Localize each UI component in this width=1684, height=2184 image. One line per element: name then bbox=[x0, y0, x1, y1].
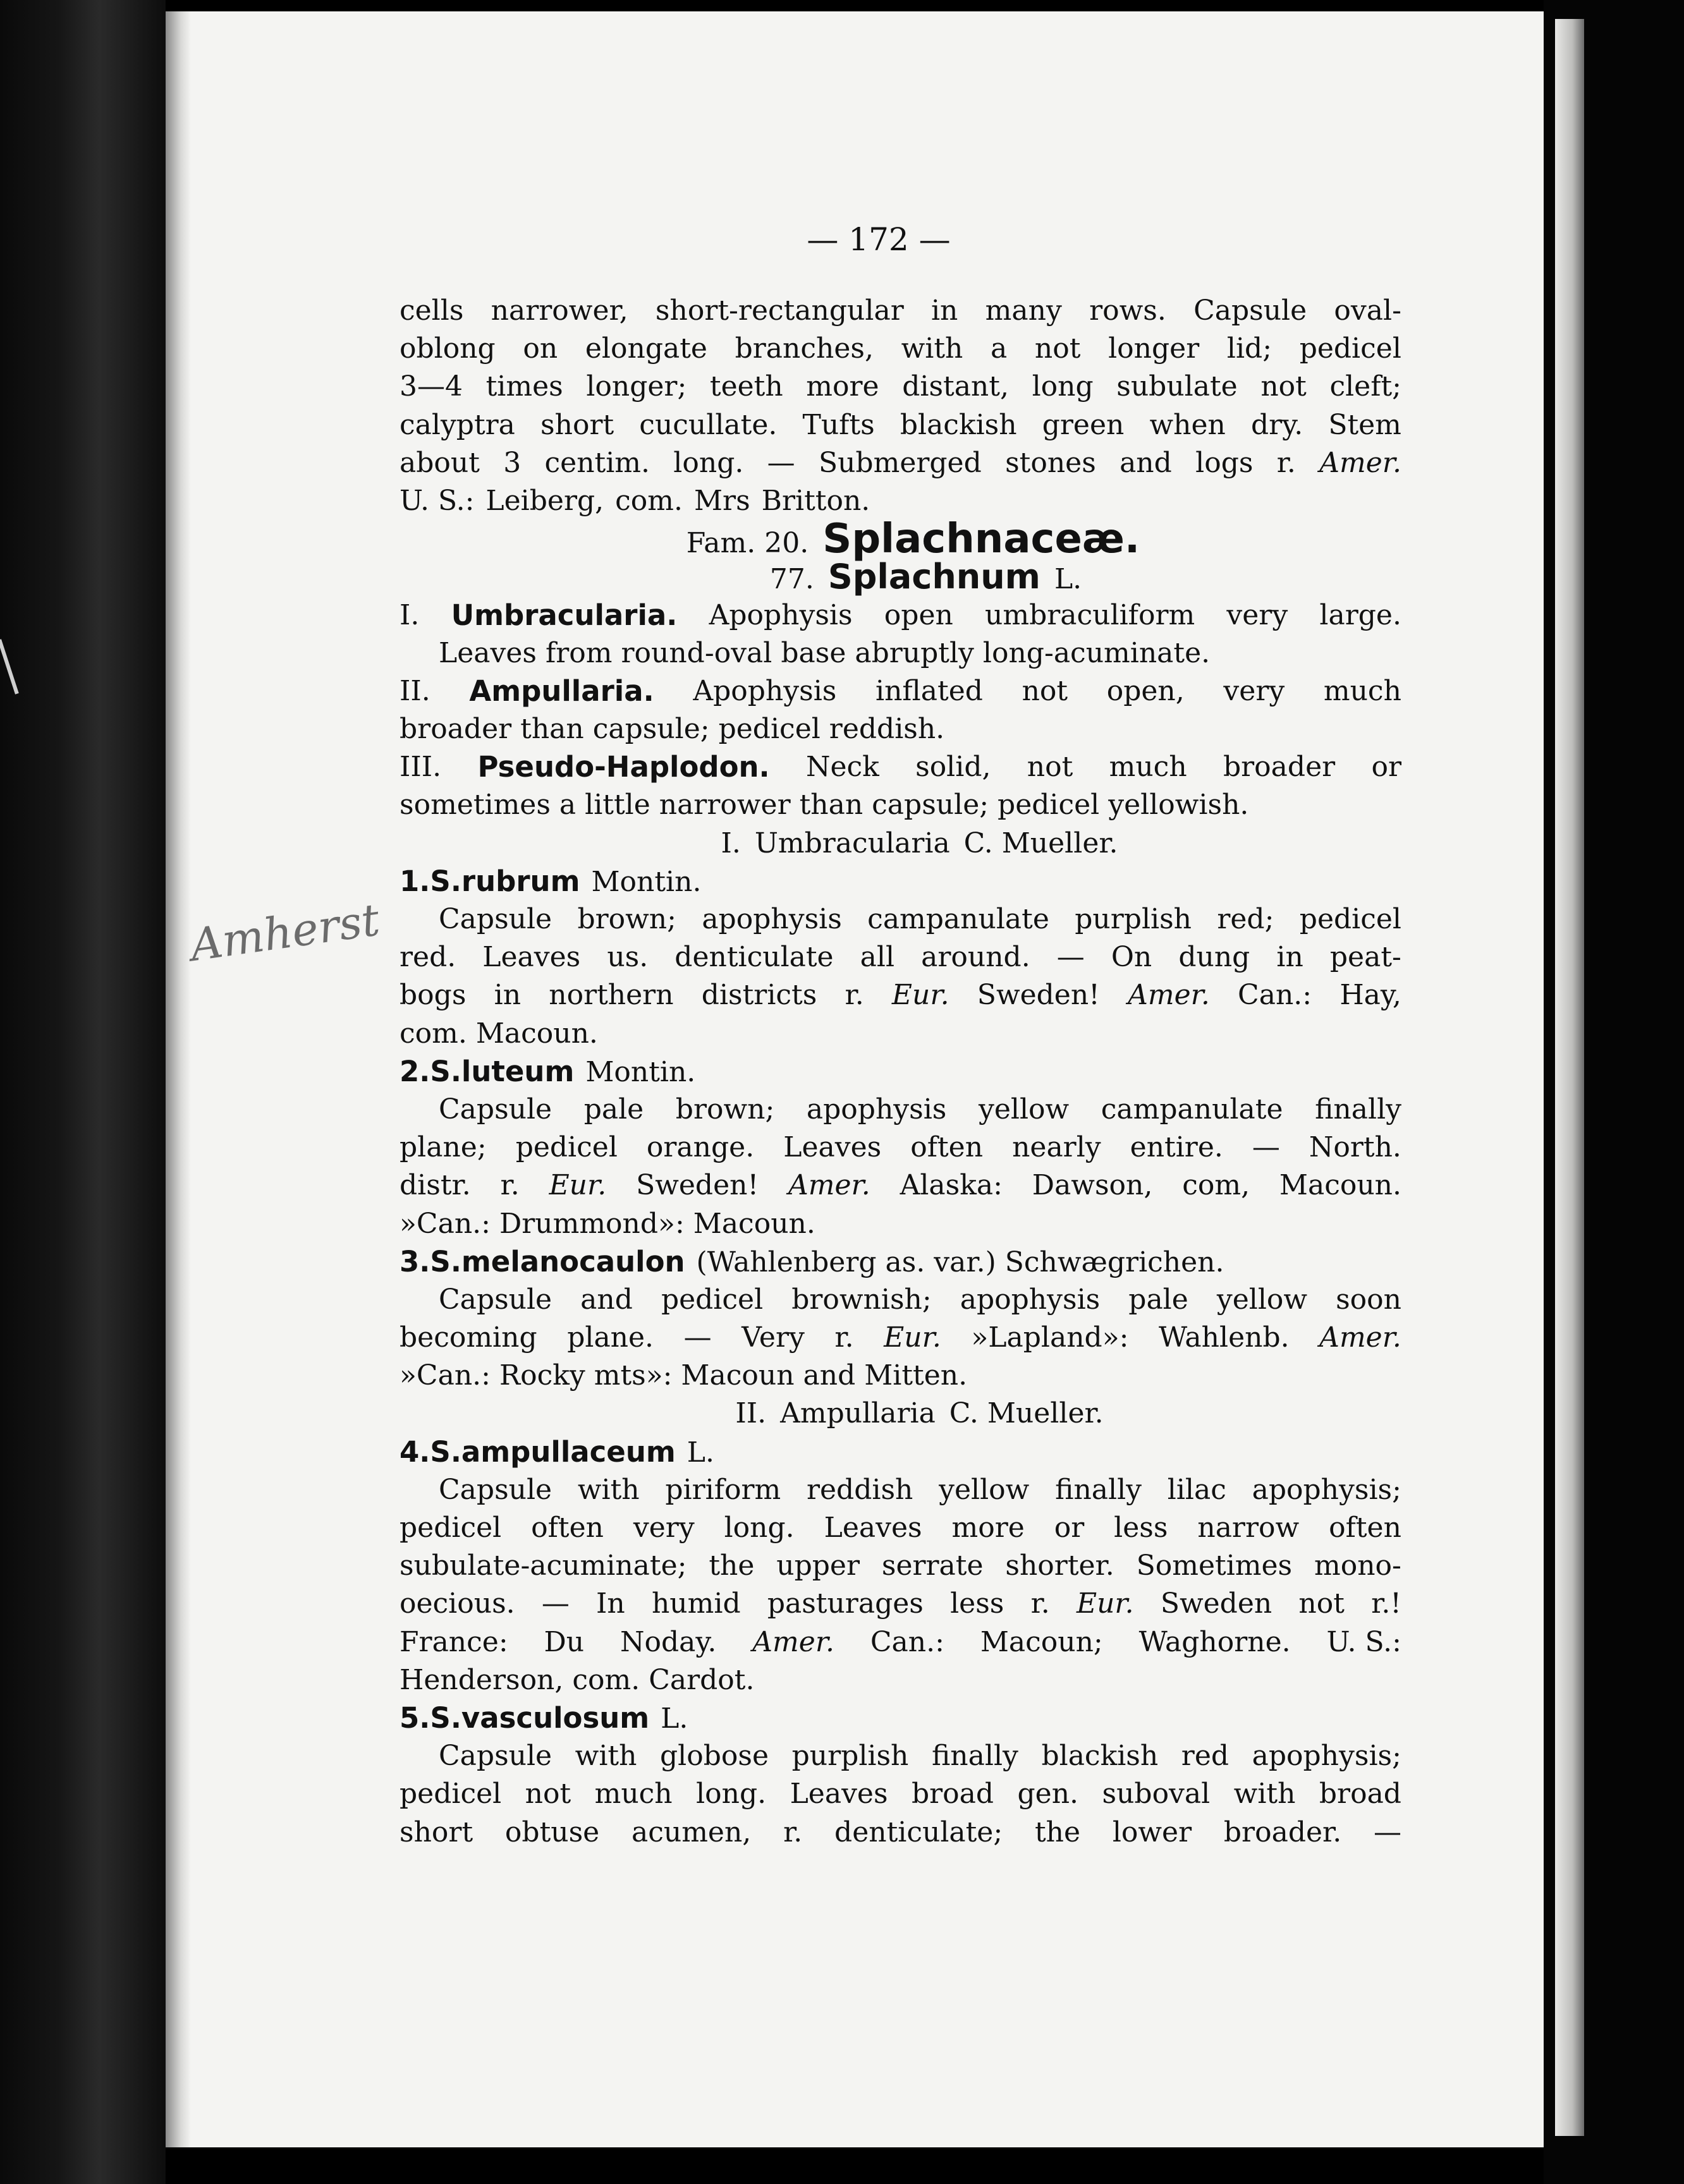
word: pedicel bbox=[1299, 903, 1401, 935]
word: apophysis bbox=[960, 1283, 1101, 1316]
word: more bbox=[951, 1512, 1025, 1544]
word: short-rectangular bbox=[655, 294, 904, 327]
section-number: II. bbox=[400, 674, 430, 707]
word: northern bbox=[549, 979, 674, 1012]
word: many bbox=[985, 294, 1062, 327]
word: finally bbox=[1315, 1093, 1401, 1125]
word: brown; bbox=[577, 903, 676, 935]
word: red; bbox=[1217, 903, 1274, 935]
text-line bbox=[400, 406, 1401, 444]
text-line bbox=[400, 1623, 1401, 1661]
word: obtuse bbox=[504, 1816, 600, 1848]
word: cleft; bbox=[1329, 370, 1401, 403]
word: pale bbox=[583, 1093, 644, 1125]
word: not bbox=[525, 1778, 571, 1811]
text-fragment: »Can.: Rocky mts»: Macoun and Mitten. bbox=[400, 1359, 968, 1392]
genus-name: Splachnum bbox=[827, 557, 1040, 597]
word: large. bbox=[1319, 598, 1401, 631]
species-heading bbox=[400, 1433, 1401, 1471]
word: entire. bbox=[1130, 1131, 1223, 1164]
text-line bbox=[400, 1509, 1401, 1547]
word: purplish bbox=[1075, 903, 1192, 935]
word: Macoun; bbox=[980, 1625, 1103, 1658]
word: campanulate bbox=[867, 903, 1049, 935]
section-umbracularia bbox=[400, 597, 1401, 634]
word: not bbox=[1260, 370, 1307, 403]
word: Sometimes bbox=[1136, 1550, 1293, 1582]
text-line bbox=[400, 1129, 1401, 1167]
word: Very bbox=[741, 1321, 805, 1354]
word: not bbox=[1034, 332, 1081, 365]
word: around. bbox=[921, 941, 1030, 974]
word: when bbox=[1149, 408, 1226, 441]
word: suboval bbox=[1102, 1778, 1211, 1811]
word: r. bbox=[1276, 446, 1296, 479]
word: not bbox=[1022, 674, 1068, 707]
word: Sweden! bbox=[636, 1169, 759, 1202]
text-line bbox=[400, 1281, 1401, 1319]
word: denticulate; bbox=[834, 1816, 1003, 1848]
word: r. bbox=[845, 979, 864, 1012]
section-name: Umbracularia. bbox=[451, 598, 678, 632]
word: blackish bbox=[1041, 1740, 1159, 1773]
word: Leiberg, bbox=[485, 484, 604, 517]
word: — bbox=[767, 446, 795, 479]
word: Mrs bbox=[693, 484, 750, 517]
word: brown; bbox=[675, 1093, 775, 1125]
word: distant, bbox=[902, 370, 1009, 403]
word: with bbox=[575, 1740, 637, 1773]
word: Capsule bbox=[1193, 294, 1307, 327]
word: Tufts bbox=[802, 408, 875, 441]
word: the bbox=[709, 1550, 755, 1582]
species-author: Montin. bbox=[591, 865, 702, 898]
subsection-author: C. Mueller. bbox=[963, 827, 1118, 859]
word: solid, bbox=[915, 751, 991, 784]
word: — bbox=[683, 1321, 712, 1354]
word: shorter. bbox=[1005, 1550, 1114, 1582]
word: soon bbox=[1336, 1283, 1401, 1316]
species-heading bbox=[400, 863, 1401, 901]
word: or bbox=[1371, 751, 1401, 784]
section-ampullaria bbox=[400, 672, 1401, 710]
word: dry. bbox=[1250, 408, 1303, 441]
text-line bbox=[400, 634, 1401, 672]
word: more bbox=[806, 370, 879, 403]
word: red. bbox=[400, 941, 456, 974]
word: com, bbox=[1182, 1169, 1250, 1202]
word: gen. bbox=[1017, 1778, 1079, 1811]
word: Eur. bbox=[884, 1321, 941, 1354]
word: yellow bbox=[978, 1093, 1070, 1125]
word: or bbox=[1054, 1512, 1085, 1544]
word: Amer. bbox=[788, 1169, 870, 1202]
genus-label: 77. bbox=[769, 563, 814, 596]
section-pseudo-haplodon bbox=[400, 748, 1401, 786]
word: Capsule bbox=[439, 1740, 552, 1773]
word: short bbox=[400, 1816, 473, 1848]
word: very bbox=[633, 1512, 695, 1544]
word: long bbox=[1032, 370, 1094, 403]
word: not bbox=[1298, 1587, 1345, 1620]
species-name: 2.S.luteum bbox=[400, 1054, 575, 1088]
species-name: 4.S.ampullaceum bbox=[400, 1435, 676, 1469]
word: bogs bbox=[400, 979, 467, 1012]
word: Capsule bbox=[439, 1093, 552, 1125]
word: green bbox=[1042, 408, 1125, 441]
word: often bbox=[531, 1512, 604, 1544]
word: Can.: bbox=[870, 1625, 944, 1658]
species-heading bbox=[400, 1243, 1401, 1281]
text-line bbox=[400, 1547, 1401, 1585]
word: upper bbox=[776, 1550, 860, 1582]
word: longer; bbox=[586, 370, 687, 403]
word: U. S.: bbox=[1326, 1625, 1401, 1658]
word: broader bbox=[1223, 751, 1336, 784]
text-line bbox=[400, 444, 1401, 482]
word: pale bbox=[1128, 1283, 1188, 1316]
word: Leaves bbox=[790, 1778, 888, 1811]
word: much bbox=[1109, 751, 1187, 784]
word: Apophysis bbox=[693, 674, 837, 707]
word: about bbox=[400, 446, 480, 479]
word: long. bbox=[724, 1512, 795, 1544]
species-author: L. bbox=[661, 1702, 688, 1735]
word: purplish bbox=[791, 1740, 909, 1773]
word: Sweden bbox=[1160, 1587, 1272, 1620]
species-name: 5.S.vasculosum bbox=[400, 1701, 650, 1735]
text-line bbox=[400, 1737, 1401, 1775]
word: apophysis; bbox=[1252, 1740, 1401, 1773]
word: often bbox=[910, 1131, 984, 1164]
word: less bbox=[1114, 1512, 1168, 1544]
word: plane; bbox=[400, 1131, 487, 1164]
genus-author: L. bbox=[1054, 563, 1082, 596]
word: r. bbox=[1030, 1587, 1050, 1620]
word: Amer. bbox=[1128, 979, 1210, 1012]
word: with bbox=[1233, 1778, 1296, 1811]
word: Britton. bbox=[761, 484, 870, 517]
word: much bbox=[1323, 674, 1401, 707]
word: narrow bbox=[1197, 1512, 1300, 1544]
word: »Lapland»: bbox=[971, 1321, 1129, 1354]
text-line bbox=[400, 1471, 1401, 1509]
word: On bbox=[1111, 941, 1152, 974]
word: Leaves bbox=[824, 1512, 922, 1544]
text-line bbox=[400, 1015, 1401, 1053]
word: Noday. bbox=[620, 1625, 717, 1658]
word: pasturages bbox=[767, 1587, 924, 1620]
word: com. bbox=[615, 484, 683, 517]
word: — bbox=[1252, 1131, 1280, 1164]
word: yellow bbox=[939, 1473, 1030, 1506]
word: cells bbox=[400, 294, 464, 327]
text-fragment: »Can.: Drummond»: Macoun. bbox=[400, 1207, 815, 1240]
word: r. bbox=[834, 1321, 854, 1354]
word: nearly bbox=[1012, 1131, 1101, 1164]
word: Leaves bbox=[482, 941, 581, 974]
word: Apophysis bbox=[709, 598, 853, 631]
word: times bbox=[485, 370, 563, 403]
word: in bbox=[1276, 941, 1303, 974]
word: Eur. bbox=[891, 979, 949, 1012]
word: long. bbox=[673, 446, 744, 479]
word: Dawson, bbox=[1032, 1169, 1153, 1202]
word: Neck bbox=[805, 751, 879, 784]
word: campanulate bbox=[1101, 1093, 1283, 1125]
word: U. S.: bbox=[400, 484, 475, 517]
subsection-author: C. Mueller. bbox=[949, 1397, 1104, 1430]
word: humid bbox=[651, 1587, 741, 1620]
word: r. bbox=[783, 1816, 803, 1848]
word: rows. bbox=[1089, 294, 1166, 327]
word: piriform bbox=[665, 1473, 781, 1506]
text-line bbox=[400, 1775, 1401, 1813]
word: serrate bbox=[881, 1550, 984, 1582]
section-number: I. bbox=[400, 598, 420, 631]
species-heading bbox=[400, 1053, 1401, 1091]
word: Wahlenb. bbox=[1159, 1321, 1290, 1354]
text-line bbox=[400, 938, 1401, 976]
word: narrower, bbox=[491, 294, 628, 327]
text-line bbox=[400, 1661, 1401, 1699]
word: Amer. bbox=[1319, 446, 1401, 479]
word: pedicel bbox=[400, 1778, 502, 1811]
word: Submerged bbox=[818, 446, 982, 479]
word: blackish bbox=[900, 408, 1017, 441]
species-name: 1.S.rubrum bbox=[400, 864, 580, 898]
subsection-name: Umbracularia bbox=[754, 827, 950, 859]
text-line bbox=[400, 901, 1401, 938]
word: finally bbox=[931, 1740, 1018, 1773]
word: finally bbox=[1055, 1473, 1142, 1506]
text-line bbox=[400, 710, 1401, 748]
word: lower bbox=[1112, 1816, 1192, 1848]
word: red bbox=[1181, 1740, 1229, 1773]
section-number: III. bbox=[400, 751, 442, 784]
word: 3—4 bbox=[400, 370, 463, 403]
word: subulate bbox=[1116, 370, 1238, 403]
word: on bbox=[523, 332, 558, 365]
word: r.! bbox=[1371, 1587, 1401, 1620]
text-line bbox=[400, 1585, 1401, 1623]
subsection-heading bbox=[400, 1395, 1401, 1433]
text-line bbox=[400, 786, 1401, 824]
word: yellow bbox=[1216, 1283, 1308, 1316]
word: Eur. bbox=[549, 1169, 607, 1202]
word: oval- bbox=[1334, 294, 1401, 327]
page-number: — 172 — bbox=[807, 221, 951, 258]
word: Leaves bbox=[783, 1131, 882, 1164]
text-line bbox=[400, 330, 1401, 368]
word: the bbox=[1034, 1816, 1081, 1848]
word: plane. bbox=[567, 1321, 654, 1354]
word: In bbox=[596, 1587, 625, 1620]
word: North. bbox=[1309, 1131, 1401, 1164]
word: umbraculiform bbox=[985, 598, 1195, 631]
word: broad bbox=[911, 1778, 994, 1811]
word: reddish bbox=[806, 1473, 913, 1506]
word: France: bbox=[400, 1625, 508, 1658]
species-author: Montin. bbox=[585, 1055, 696, 1088]
word: oecious. bbox=[400, 1587, 515, 1620]
word: very bbox=[1226, 598, 1288, 631]
word: open bbox=[884, 598, 953, 631]
word: distr. bbox=[400, 1169, 471, 1202]
word: lilac bbox=[1167, 1473, 1226, 1506]
word: lid; bbox=[1226, 332, 1272, 365]
book-binding bbox=[0, 0, 166, 2184]
word: apophysis bbox=[806, 1093, 947, 1125]
word: often bbox=[1329, 1512, 1401, 1544]
word: pedicel bbox=[1299, 332, 1401, 365]
word: oblong bbox=[400, 332, 496, 365]
handwritten-margin-note: Amherst bbox=[186, 894, 383, 972]
word: a bbox=[991, 332, 1008, 365]
word: orange. bbox=[646, 1131, 755, 1164]
word: Capsule bbox=[439, 1283, 552, 1316]
word: — bbox=[1056, 941, 1085, 974]
word: Du bbox=[544, 1625, 585, 1658]
text-fragment: com. Macoun. bbox=[400, 1017, 598, 1050]
section-description: Leaves from round-oval base abruptly long-acuminate. bbox=[439, 636, 1211, 669]
word: denticulate bbox=[674, 941, 834, 974]
word: Amer. bbox=[752, 1625, 835, 1658]
word: with bbox=[901, 332, 963, 365]
word: and bbox=[580, 1283, 633, 1316]
text-line bbox=[400, 1814, 1401, 1852]
text-line bbox=[400, 292, 1401, 330]
word: brownish; bbox=[791, 1283, 932, 1316]
word: open, bbox=[1106, 674, 1185, 707]
word: pedicel bbox=[661, 1283, 764, 1316]
word: Waghorne. bbox=[1138, 1625, 1291, 1658]
text-line bbox=[400, 482, 1401, 520]
word: Eur. bbox=[1076, 1587, 1134, 1620]
word: longer bbox=[1108, 332, 1200, 365]
word: broad bbox=[1319, 1778, 1401, 1811]
word: subulate-acuminate; bbox=[400, 1550, 687, 1582]
next-page-edge bbox=[1555, 19, 1584, 2136]
species-name: 3.S.melanocaulon bbox=[400, 1244, 685, 1278]
word: long. bbox=[696, 1778, 767, 1811]
word: all bbox=[860, 941, 895, 974]
word: Alaska: bbox=[900, 1169, 1003, 1202]
word: dung bbox=[1178, 941, 1250, 974]
word: and bbox=[1120, 446, 1172, 479]
word: peat- bbox=[1329, 941, 1401, 974]
text-line bbox=[400, 1091, 1401, 1129]
word: pedicel bbox=[515, 1131, 618, 1164]
species-author: (Wahlenberg as. var.) Schwægrichen. bbox=[696, 1246, 1224, 1278]
word: not bbox=[1027, 751, 1073, 784]
text-line bbox=[400, 1167, 1401, 1204]
word: very bbox=[1223, 674, 1285, 707]
page-gutter-shadow bbox=[166, 11, 191, 2147]
text-line bbox=[400, 1319, 1401, 1357]
word: inflated bbox=[876, 674, 983, 707]
word: in bbox=[494, 979, 522, 1012]
word: Sweden! bbox=[977, 979, 1100, 1012]
word: — bbox=[1373, 1816, 1401, 1848]
word: 3 bbox=[503, 446, 522, 479]
word: Capsule bbox=[439, 1473, 552, 1506]
word: Hay, bbox=[1339, 979, 1401, 1012]
subsection-number: I. bbox=[721, 827, 741, 859]
word: globose bbox=[660, 1740, 769, 1773]
word: r. bbox=[500, 1169, 520, 1202]
word: short bbox=[540, 408, 614, 441]
page-text bbox=[400, 292, 1401, 1852]
subsection-name: Ampullaria bbox=[780, 1397, 936, 1430]
word: much bbox=[594, 1778, 673, 1811]
family-name: Splachnaceæ. bbox=[822, 516, 1140, 563]
word: us. bbox=[607, 941, 649, 974]
section-description: broader than capsule; pedicel reddish. bbox=[400, 713, 945, 746]
word: becoming bbox=[400, 1321, 537, 1354]
text-line bbox=[400, 1357, 1401, 1395]
word: Stem bbox=[1328, 408, 1401, 441]
word: apophysis; bbox=[1252, 1473, 1401, 1506]
word: districts bbox=[701, 979, 817, 1012]
species-heading bbox=[400, 1699, 1401, 1737]
word: — bbox=[541, 1587, 570, 1620]
word: apophysis bbox=[702, 903, 842, 935]
section-description: sometimes a little narrower than capsule; pedicel yellowish. bbox=[400, 789, 1249, 822]
word: centim. bbox=[544, 446, 650, 479]
family-heading bbox=[400, 516, 1401, 563]
family-label: Fam. 20. bbox=[686, 527, 809, 560]
species-author: L. bbox=[686, 1436, 714, 1469]
word: logs bbox=[1195, 446, 1254, 479]
section-name: Pseudo-Haplodon. bbox=[477, 750, 770, 784]
word: branches, bbox=[735, 332, 874, 365]
word: in bbox=[930, 294, 958, 327]
word: Capsule bbox=[439, 903, 552, 935]
word: cucullate. bbox=[639, 408, 778, 441]
word: stones bbox=[1005, 446, 1096, 479]
text-fragment: Henderson, com. Cardot. bbox=[400, 1663, 755, 1696]
text-line bbox=[400, 368, 1401, 406]
word: teeth bbox=[709, 370, 783, 403]
word: acumen, bbox=[631, 1816, 752, 1848]
word: elongate bbox=[585, 332, 707, 365]
word: pedicel bbox=[400, 1512, 502, 1544]
word: less bbox=[950, 1587, 1004, 1620]
word: Macoun. bbox=[1279, 1169, 1401, 1202]
section-name: Ampullaria. bbox=[469, 674, 654, 708]
word: broader. bbox=[1223, 1816, 1342, 1848]
subsection-number: II. bbox=[735, 1397, 767, 1430]
text-line bbox=[400, 1205, 1401, 1243]
text-line bbox=[400, 976, 1401, 1014]
subsection-heading bbox=[400, 825, 1401, 863]
word: mono- bbox=[1314, 1550, 1401, 1582]
word: Amer. bbox=[1319, 1321, 1401, 1354]
word: Can.: bbox=[1238, 979, 1312, 1012]
genus-heading bbox=[400, 558, 1401, 596]
word: calyptra bbox=[400, 408, 515, 441]
word: with bbox=[577, 1473, 640, 1506]
